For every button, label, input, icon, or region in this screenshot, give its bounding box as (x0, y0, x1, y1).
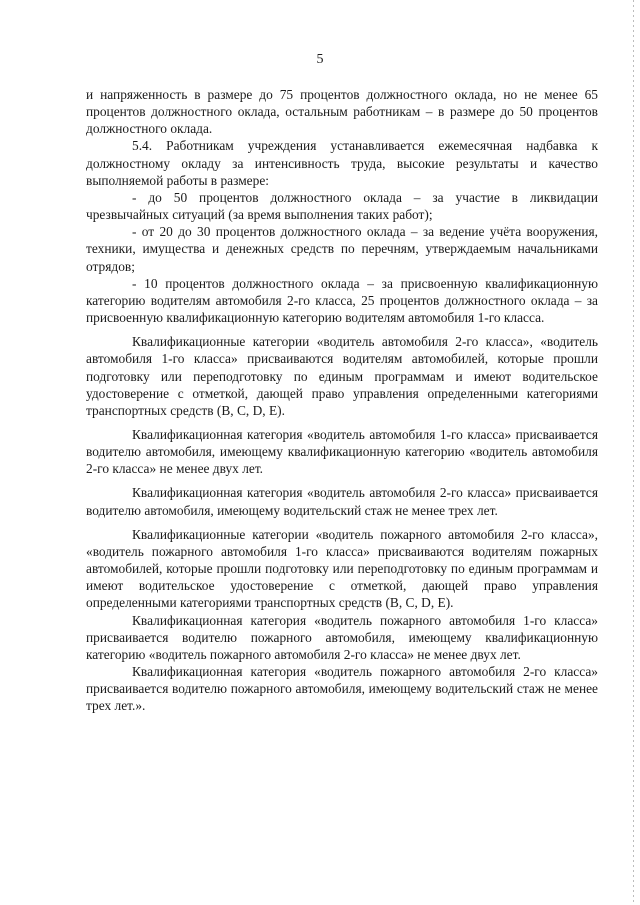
paragraph-5-4-intro: 5.4. Работникам учреждения устанавливается ежемесячная надбавка к должностному окладу за интенсивность труда, высокие результаты и качество выполняемой работы в размере: (86, 138, 598, 188)
paragraph-fire-driver-class-2: Квалификационная категория «водитель пожарного автомобиля 2-го класса» присваивается водителю пожарного автомобиля, имеющему водительский стаж не менее трех лет.». (86, 664, 598, 714)
list-item-emergency: - до 50 процентов должностного оклада – за участие в ликвидации чрезвычайных ситуаций (за время выполнения таких работ); (86, 189, 598, 223)
list-item-accounting: - от 20 до 30 процентов должностного оклада – за ведение учёта вооружения, техники, имущества и денежных средств по перечням, утверждаемым начальниками отрядов; (86, 224, 598, 274)
document-body (86, 86, 598, 714)
paragraph-continuation: и напряженность в размере до 75 процентов должностного оклада, но не менее 65 процентов должностного оклада, остальным работникам – в размере до 50 процентов должностного оклада. (86, 87, 598, 137)
paragraph-driver-class-2: Квалификационная категория «водитель автомобиля 2-го класса» присваивается водителю автомобиля, имеющему водительский стаж не менее трех лет. (86, 485, 598, 518)
paragraph-driver-class-1: Квалификационная категория «водитель автомобиля 1-го класса» присваивается водителю автомобиля, имеющему квалификационную категорию «водитель автомобиля 2-го класса» не менее двух лет. (86, 426, 598, 477)
scan-edge-line (633, 0, 634, 905)
page-number: 5 (316, 52, 324, 67)
list-item-driver-class: - 10 процентов должностного оклада – за присвоенную квалификационную категорию водителям автомобиля 2-го класса, 25 процентов должностного оклада – за присвоенную квалификационную категорию водителям автомобиля 1-го класса. (86, 275, 598, 326)
paragraph-fire-driver-class-1: Квалификационная категория «водитель пожарного автомобиля 1-го класса» присваивается водителю пожарного автомобиля, имеющему квалификационную категорию «водитель пожарного автомобиля 2-го класса» не менее двух лет. (86, 612, 598, 662)
paragraph-fire-driver-categories: Квалификационные категории «водитель пожарного автомобиля 2-го класса», «водитель пожарного автомобиля 1-го класса» присваиваются водителям пожарных автомобилей, которые прошли подготовку или переподготовку по единым программам и имеют водительское удостоверение с отметкой, дающей право управления определенными категориями транспортных средств (B, C, D, E). (86, 526, 598, 611)
paragraph-driver-categories: Квалификационные категории «водитель автомобиля 2-го класса», «водитель автомобиля 1-го класса» присваиваются водителям автомобилей, которые прошли подготовку или переподготовку по единым программам и имеют водительское удостоверение с отметкой, дающей право управления определенными категориями транспортных средств (B, C, D, E). (86, 334, 598, 418)
